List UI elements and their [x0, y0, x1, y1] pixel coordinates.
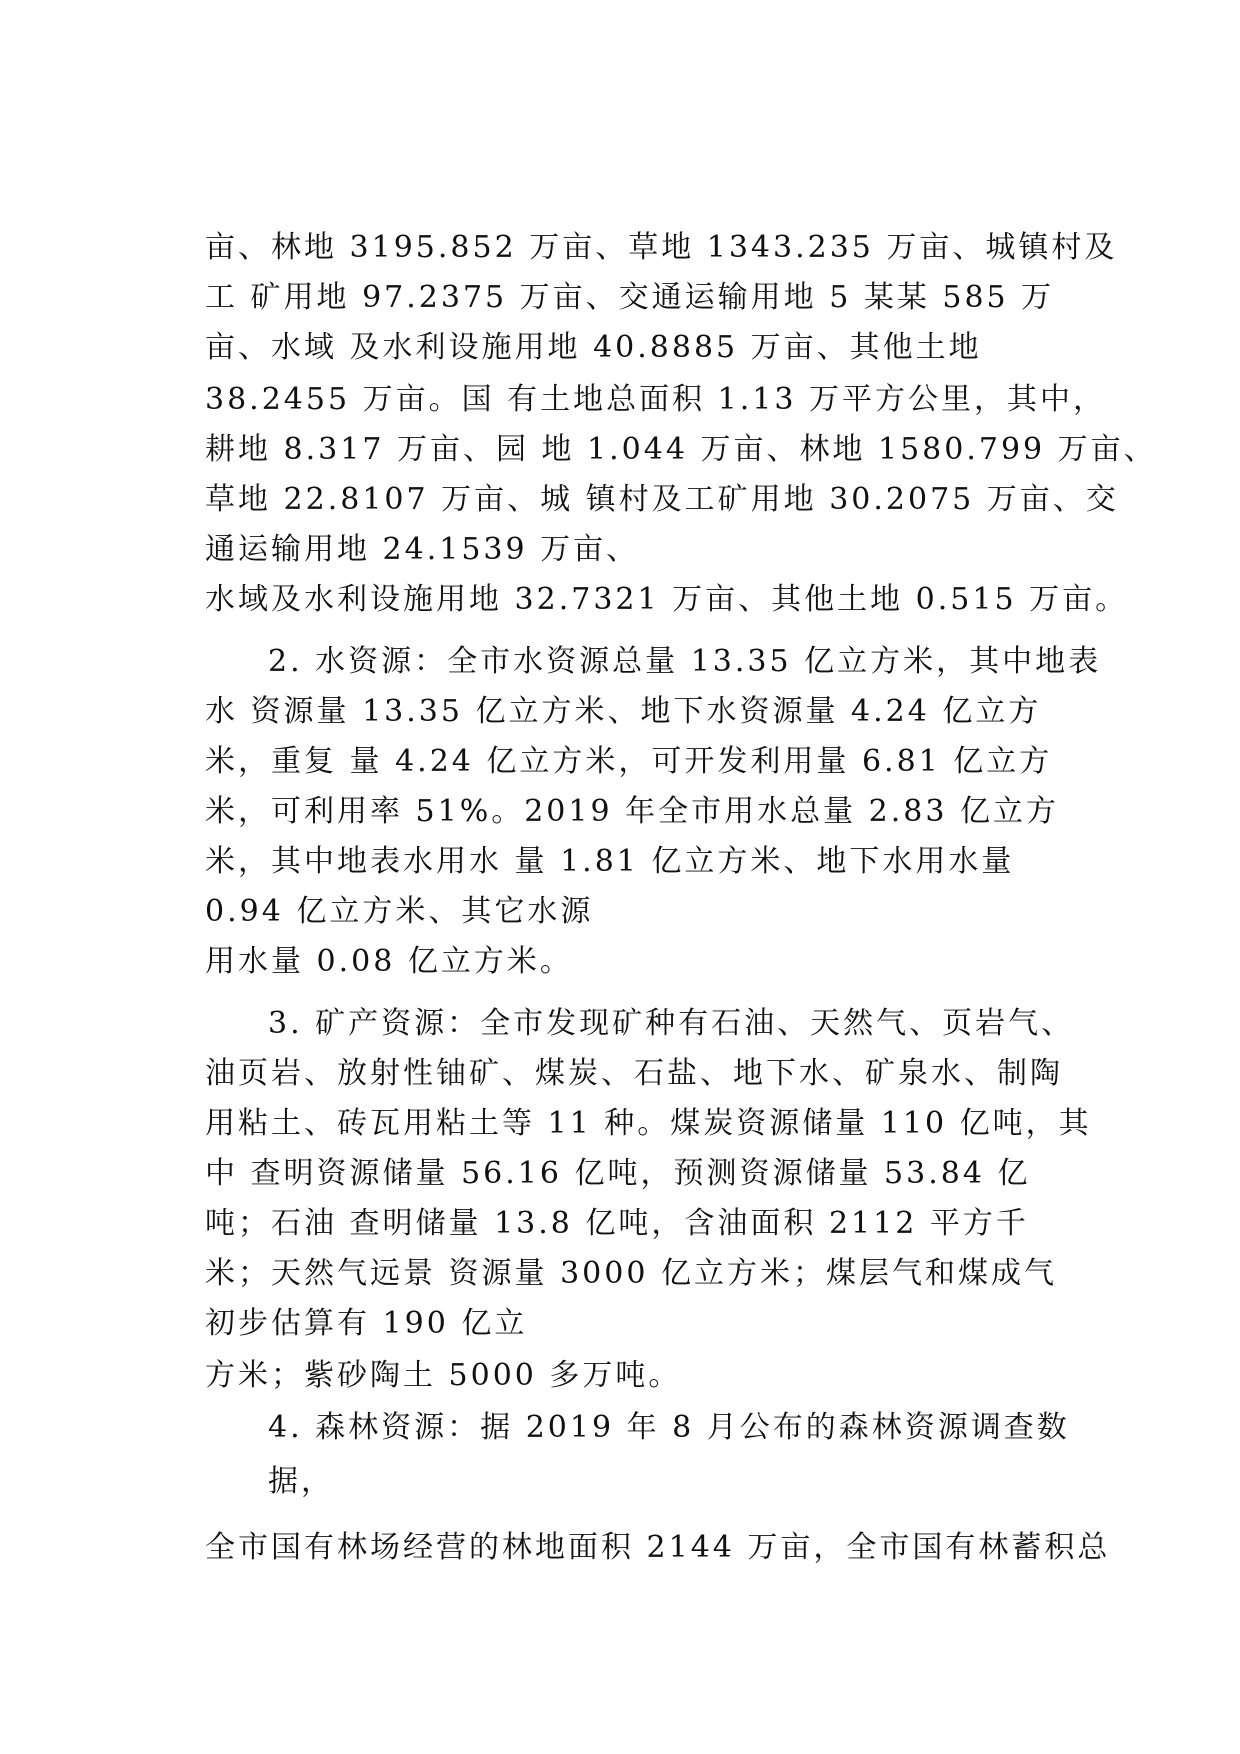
text-line: 用水量 0.08 亿立方米。 [205, 944, 573, 979]
paragraph-water-heading: 2. 水资源：全市水资源总量 13.35 亿立方米，其中地表 [268, 644, 1102, 679]
text-line: 用粘土、砖瓦用粘土等 11 种。煤炭资源储量 110 亿吨，其 [205, 1106, 1092, 1141]
text-line: 水 资源量 13.35 亿立方米、地下水资源量 4.24 亿立方 [205, 694, 1042, 729]
paragraph-mineral-heading: 3. 矿产资源：全市发现矿种有石油、天然气、页岩气、 [268, 1006, 1075, 1041]
text-line: 油页岩、放射性铀矿、煤炭、石盐、地下水、矿泉水、制陶 [205, 1056, 1063, 1091]
text-line: 亩、水域 及水利设施用地 40.8885 万亩、其他土地 [205, 330, 982, 365]
text-line: 通运输用地 24.1539 万亩、 [205, 532, 640, 567]
text-line: 方米；紫砂陶土 5000 多万吨。 [205, 1358, 682, 1393]
text-line: 米，可利用率 51%。2019 年全市用水总量 2.83 亿立方 [205, 794, 1059, 829]
text-line: 初步估算有 190 亿立 [205, 1306, 528, 1341]
text-line: 亩、林地 3195.852 万亩、草地 1343.235 万亩、城镇村及 [205, 230, 1118, 265]
text-line: 米；天然气远景 资源量 3000 亿立方米；煤层气和煤成气 [205, 1256, 1057, 1291]
paragraph-forest-heading: 4. 森林资源：据 2019 年 8 月公布的森林资源调查数 [268, 1410, 1070, 1445]
text-line: 0.94 亿立方米、其它水源 [205, 894, 594, 929]
text-line: 耕地 8.317 万亩、园 地 1.044 万亩、林地 1580.799 万亩、 [205, 432, 1157, 467]
text-line: 工 矿用地 97.2375 万亩、交通运输用地 5 某某 585 万 [205, 280, 1055, 315]
text-line: 据， [268, 1464, 334, 1499]
text-line: 吨；石油 查明储量 13.8 亿吨，含油面积 2112 平方千 [205, 1206, 1029, 1241]
text-line: 米，其中地表水用水 量 1.81 亿立方米、地下水用水量 [205, 844, 1015, 879]
text-line: 中 查明资源储量 56.16 亿吨，预测资源储量 53.84 亿 [205, 1156, 1031, 1191]
text-line: 米，重复 量 4.24 亿立方米，可开发利用量 6.81 亿立方 [205, 744, 1053, 779]
text-line: 38.2455 万亩。国 有土地总面积 1.13 万平方公里，其中， [205, 382, 1106, 417]
text-line: 全市国有林场经营的林地面积 2144 万亩，全市国有林蓄积总 [205, 1530, 1111, 1565]
text-line: 水域及水利设施用地 32.7321 万亩、其他土地 0.515 万亩。 [205, 582, 1129, 617]
text-line: 草地 22.8107 万亩、城 镇村及工矿用地 30.2075 万亩、交 [205, 482, 1119, 517]
